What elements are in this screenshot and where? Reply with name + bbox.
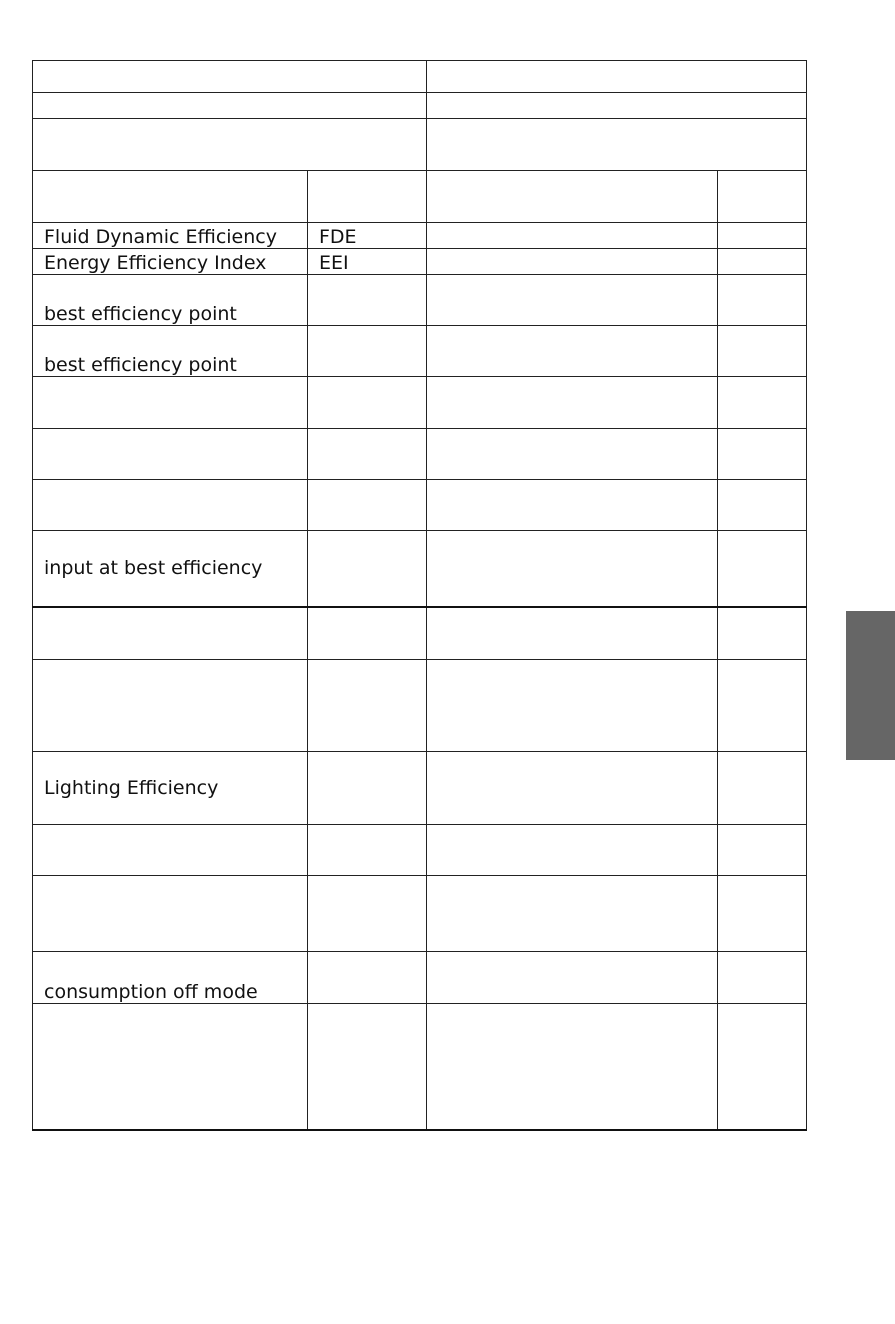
abbreviation-cell — [308, 1004, 427, 1130]
table-row — [33, 377, 807, 429]
unit-cell — [718, 660, 807, 752]
abbreviation-cell — [308, 952, 427, 1004]
term-cell — [33, 825, 308, 876]
table-row — [33, 249, 807, 275]
header-cell-left — [33, 61, 427, 93]
header-row — [33, 61, 807, 93]
table-row — [33, 275, 807, 326]
table-row — [33, 531, 807, 607]
table-row — [33, 223, 807, 249]
description-cell — [427, 876, 718, 952]
section-tab-marker — [846, 611, 895, 760]
unit-cell — [718, 249, 807, 275]
unit-cell — [718, 275, 807, 326]
column-header-row — [33, 171, 807, 223]
description-cell — [427, 952, 718, 1004]
table-row — [33, 1004, 807, 1130]
term-cell — [33, 607, 308, 660]
header-cell-left — [33, 93, 427, 119]
term-cell: best efficiency point — [33, 326, 308, 377]
table-row — [33, 607, 807, 660]
term-cell: Lighting Efficiency — [33, 752, 308, 825]
column-header-description — [427, 171, 718, 223]
term-cell: consumption off mode — [33, 952, 308, 1004]
header-cell-right — [427, 119, 807, 171]
unit-cell — [718, 223, 807, 249]
description-cell — [427, 275, 718, 326]
term-cell — [33, 660, 308, 752]
abbreviation-cell — [308, 531, 427, 607]
table-row — [33, 429, 807, 480]
abbreviation-cell — [308, 480, 427, 531]
unit-cell — [718, 326, 807, 377]
abbreviation-cell — [308, 275, 427, 326]
description-cell — [427, 480, 718, 531]
table-row — [33, 876, 807, 952]
term-cell — [33, 377, 308, 429]
abbreviation-cell: FDE — [308, 223, 427, 249]
term-cell — [33, 1004, 308, 1130]
description-cell — [427, 1004, 718, 1130]
term-cell: Energy Efficiency Index — [33, 249, 308, 275]
table-row — [33, 660, 807, 752]
unit-cell — [718, 429, 807, 480]
description-cell — [427, 429, 718, 480]
column-header-term — [33, 171, 308, 223]
term-cell: best efficiency point — [33, 275, 308, 326]
abbreviation-cell — [308, 607, 427, 660]
unit-cell — [718, 377, 807, 429]
description-cell — [427, 825, 718, 876]
unit-cell — [718, 607, 807, 660]
table-row — [33, 952, 807, 1004]
abbreviation-cell — [308, 377, 427, 429]
unit-cell — [718, 1004, 807, 1130]
header-cell-right — [427, 93, 807, 119]
header-cell-left — [33, 119, 427, 171]
glossary-table — [32, 60, 807, 1131]
unit-cell — [718, 876, 807, 952]
abbreviation-cell — [308, 429, 427, 480]
table-row — [33, 480, 807, 531]
unit-cell — [718, 825, 807, 876]
abbreviation-cell — [308, 825, 427, 876]
description-cell — [427, 223, 718, 249]
column-header-unit — [718, 171, 807, 223]
description-cell — [427, 531, 718, 607]
abbreviation-cell: EEI — [308, 249, 427, 275]
term-cell: Fluid Dynamic Efficiency — [33, 223, 308, 249]
term-cell: input at best efficiency — [33, 531, 308, 607]
abbreviation-cell — [308, 660, 427, 752]
header-cell-right — [427, 61, 807, 93]
term-cell — [33, 429, 308, 480]
abbreviation-cell — [308, 752, 427, 825]
description-cell — [427, 607, 718, 660]
abbreviation-cell — [308, 326, 427, 377]
unit-cell — [718, 480, 807, 531]
abbreviation-cell — [308, 876, 427, 952]
term-cell — [33, 480, 308, 531]
unit-cell — [718, 531, 807, 607]
description-cell — [427, 660, 718, 752]
table-row — [33, 326, 807, 377]
table-row — [33, 825, 807, 876]
table-row — [33, 752, 807, 825]
header-row — [33, 93, 807, 119]
description-cell — [427, 326, 718, 377]
description-cell — [427, 249, 718, 275]
column-header-abbreviation — [308, 171, 427, 223]
term-cell — [33, 876, 308, 952]
unit-cell — [718, 952, 807, 1004]
description-cell — [427, 752, 718, 825]
unit-cell — [718, 752, 807, 825]
header-row — [33, 119, 807, 171]
description-cell — [427, 377, 718, 429]
